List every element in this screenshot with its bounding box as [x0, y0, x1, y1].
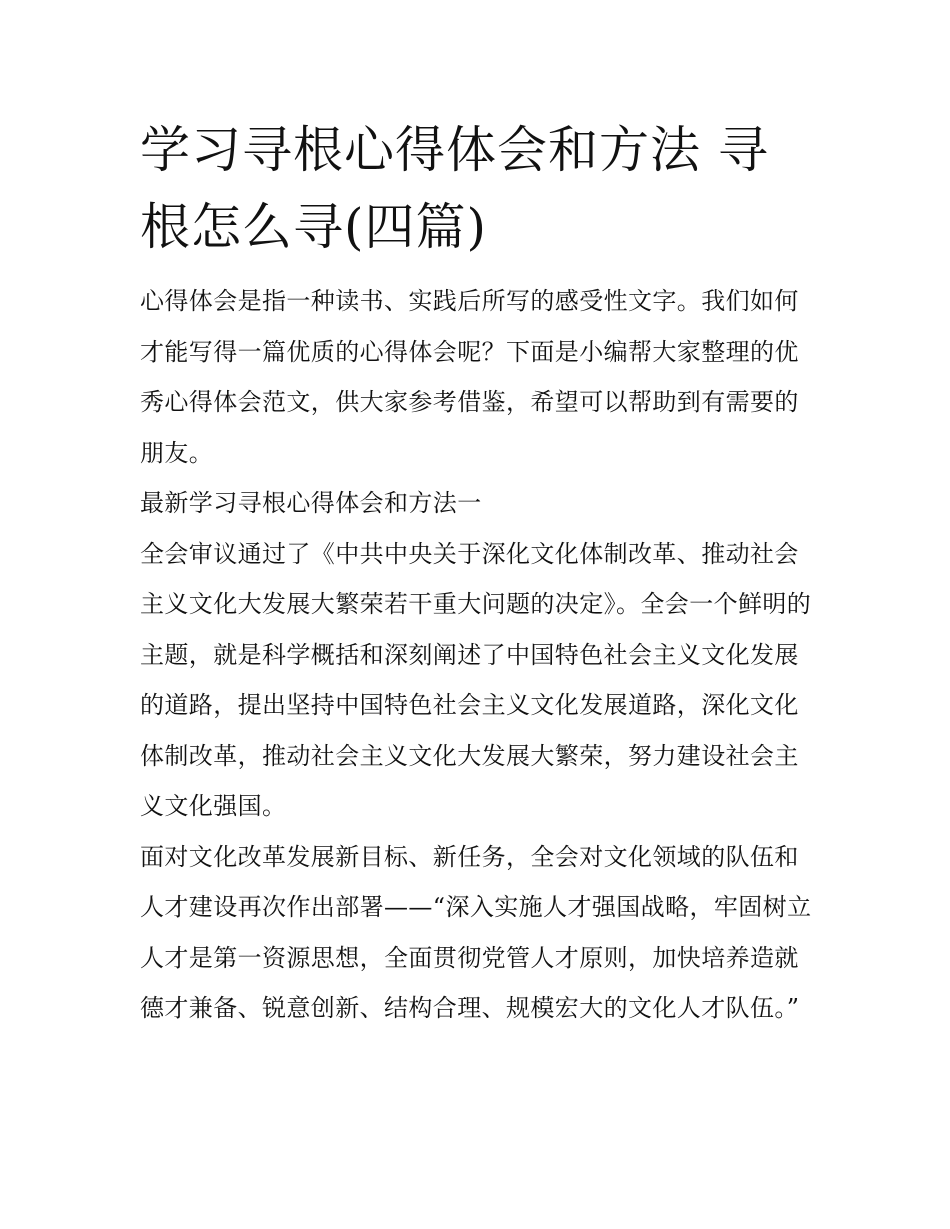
document-title: 学习寻根心得体会和方法 寻根怎么寻(四篇)	[140, 121, 769, 256]
intro-paragraph: 心得体会是指一种读书、实践后所写的感受性文字。我们如何才能写得一篇优质的心得体会呢？下面是小编帮大家整理的优秀心得体会范文，供大家参考借鉴，希望可以帮助到有需要的朋友。	[140, 287, 799, 467]
body-paragraph: 全会审议通过了《中共中央关于深化文化体制改革、推动社会主义文化大发展大繁荣若干重大问题的决定》。全会一个鲜明的主题，就是科学概括和深刻阐述了中国特色社会主义文化发展的道路，提出坚持中国特色社会主义文化发展道路，深化文化体制改革，推动社会主义文化大发展大繁荣，努力建设社会主义文化强国。	[140, 539, 812, 820]
section-heading: 最新学习寻根心得体会和方法一	[140, 489, 482, 517]
body-paragraph: 面对文化改革发展新目标、新任务，全会对文化领域的队伍和人才建设再次作出部署——“深入实施人才强国战略，牢固树立人才是第一资源思想，全面贯彻党管人才原则，加快培养造就德才兼备、锐意创新、结构合理、规模宏大的文化人才队伍。”	[140, 842, 812, 1022]
document-body	[140, 276, 812, 1034]
